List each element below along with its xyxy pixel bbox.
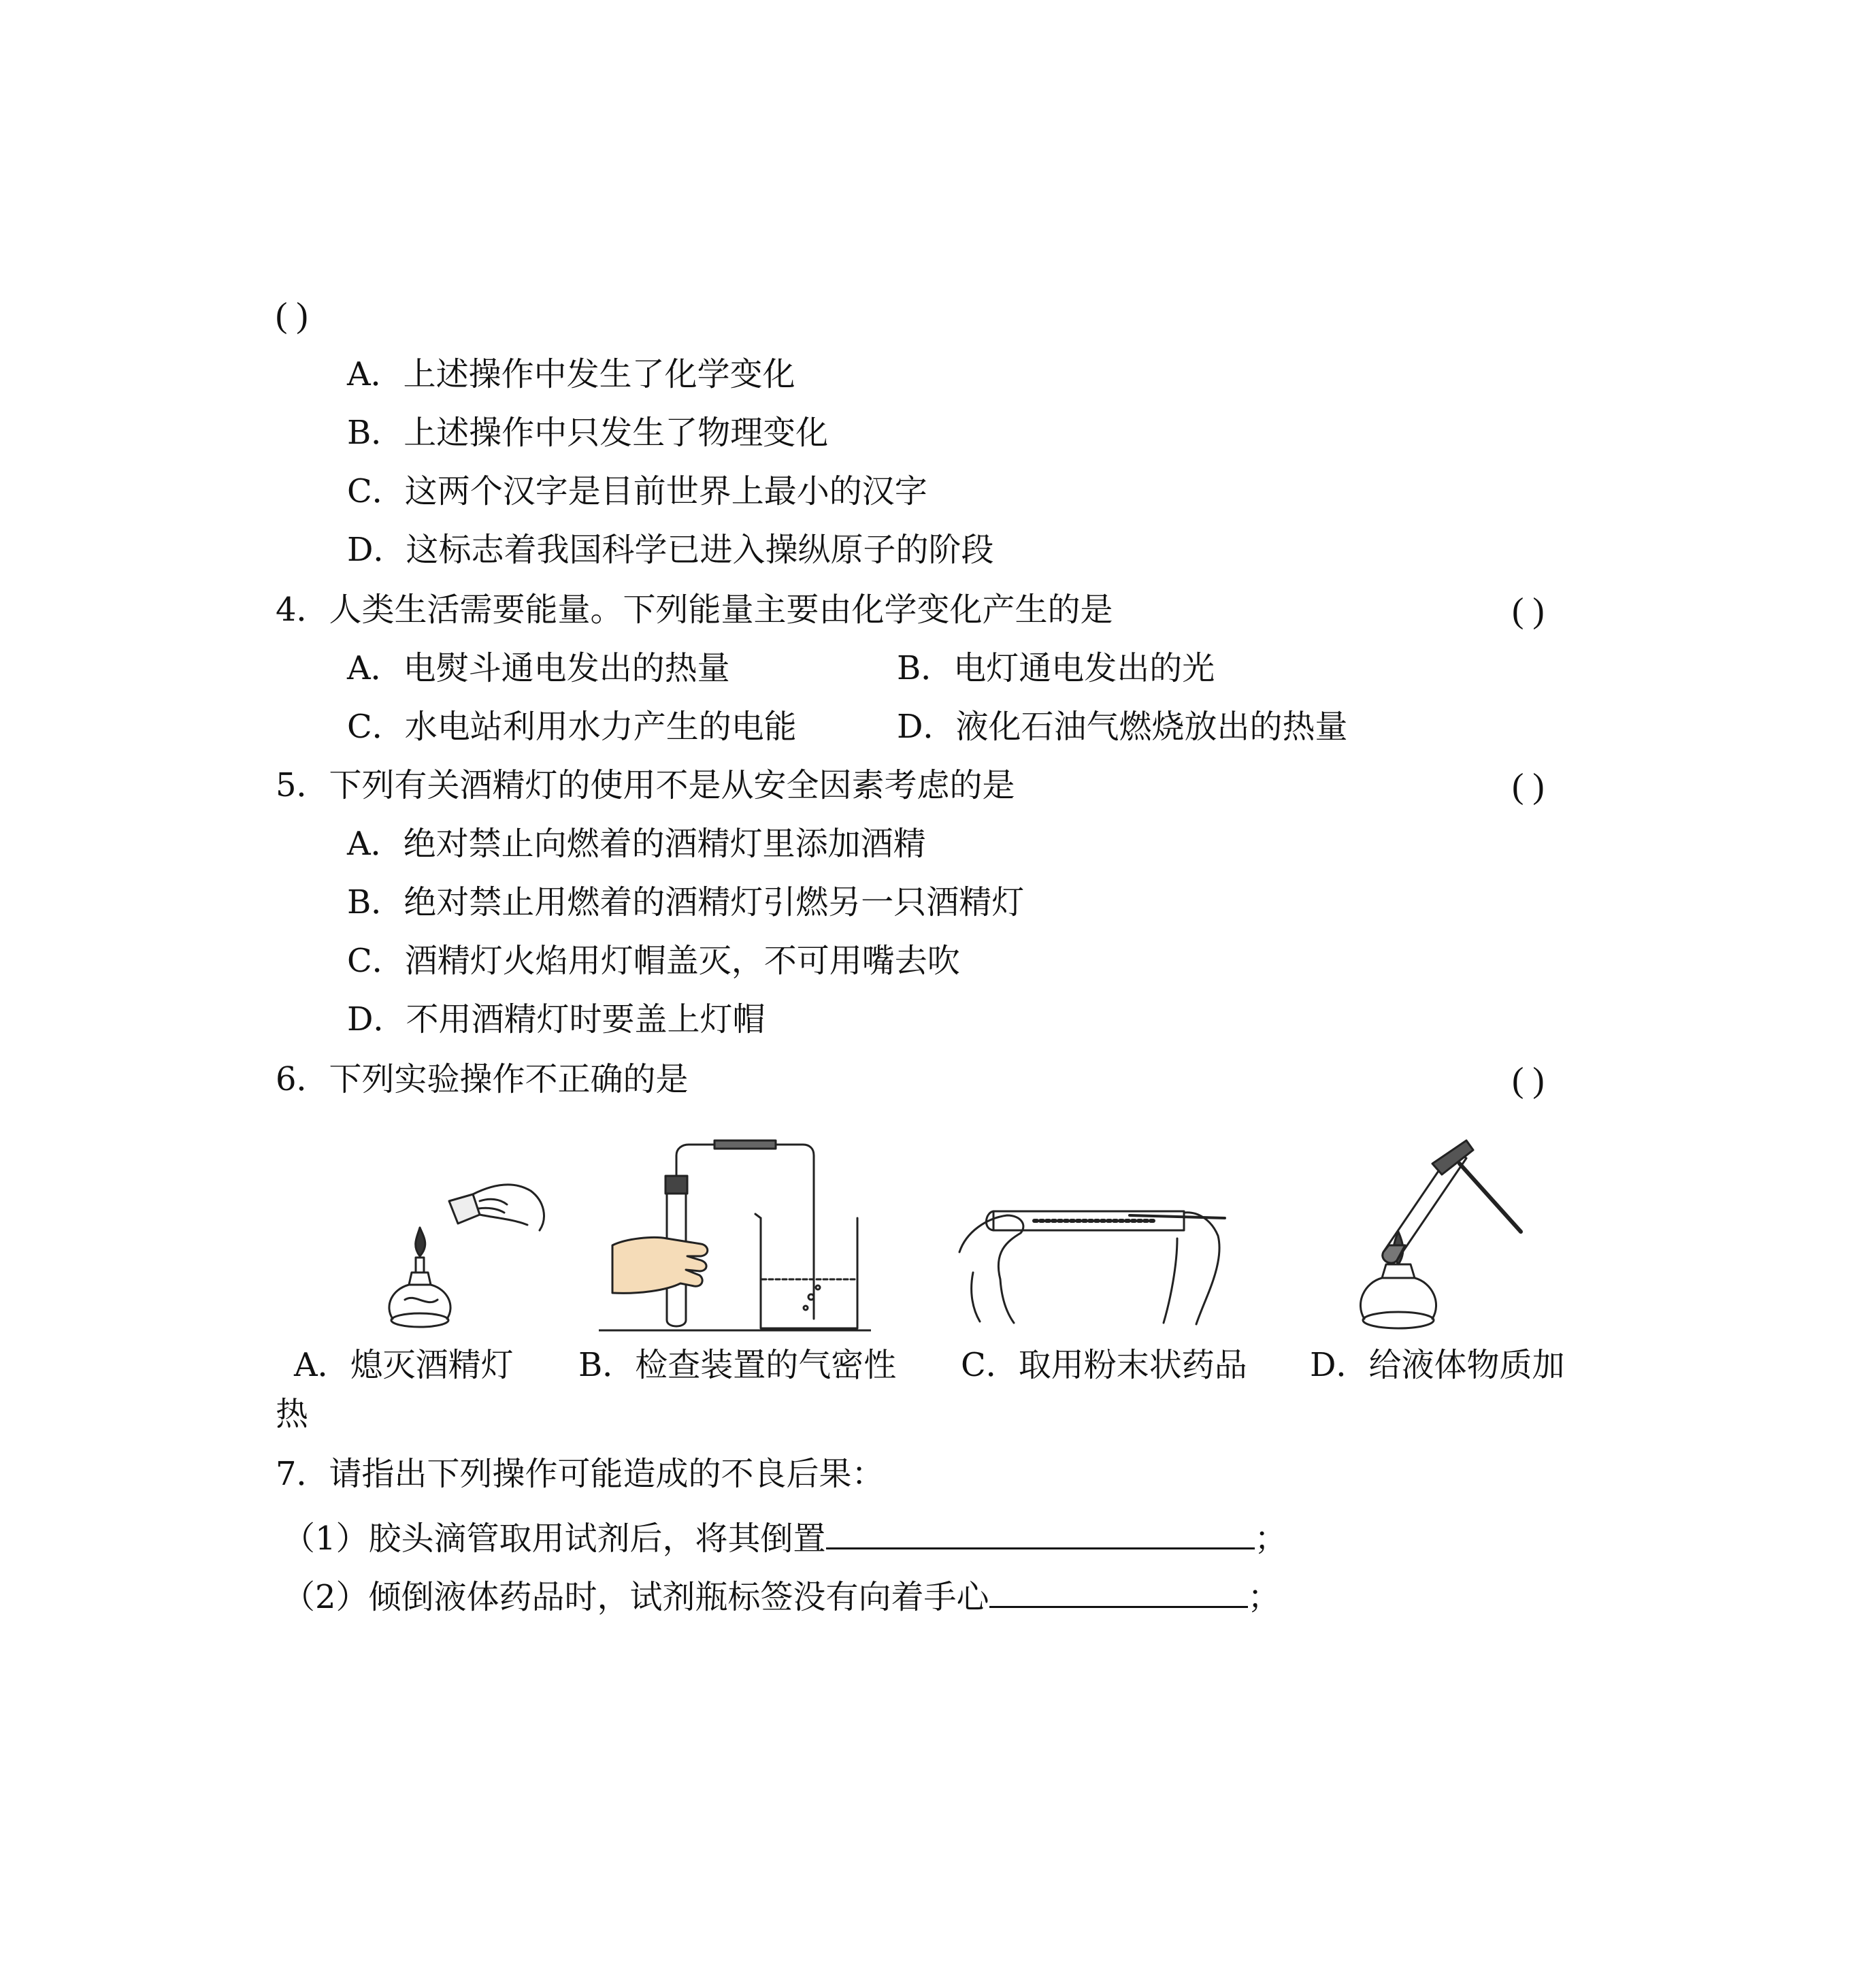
q5-option-c: C．酒精灯火焰用灯帽盖灭，不可用嘴去吹 [347, 942, 960, 980]
figure-d-heat-liquid [1330, 1136, 1534, 1341]
q4-option-c: C．水电站利用水力产生的电能 [347, 708, 797, 746]
q3-option-d: D．这标志着我国科学已进入操纵原子的阶段 [347, 531, 994, 569]
q3-option-c: C．这两个汉字是目前世界上最小的汉字 [347, 472, 927, 510]
q3-answer-paren: ( ) [276, 296, 308, 335]
figure-b-airtightness-check [599, 1136, 871, 1334]
q4-stem: 4．人类生活需要能量。下列能量主要由化学变化产生的是 [276, 591, 1113, 629]
figure-a-extinguish-lamp [378, 1177, 555, 1334]
q7-item-2 [282, 1575, 1281, 1616]
q7-item-2-end: ； [1247, 1578, 1281, 1616]
q7-item-1-text: （1）胶头滴管取用试剂后，将其倒置 [282, 1520, 826, 1558]
q3-option-a: A．上述操作中发生了化学变化 [347, 355, 795, 393]
q7-item-2-answer-blank[interactable] [989, 1575, 1248, 1608]
caption-d-wrap: 热 [276, 1395, 309, 1433]
caption-a: A．熄灭酒精灯 [294, 1346, 514, 1384]
q7-item-2-text: （2）倾倒液体药品时，试剂瓶标签没有向着手心 [282, 1578, 989, 1616]
caption-b: B．检查装置的气密性 [578, 1346, 897, 1384]
q7-item-1-answer-blank[interactable] [826, 1516, 1255, 1549]
q5-option-b: B．绝对禁止用燃着的酒精灯引燃另一只酒精灯 [347, 883, 1025, 921]
q6-answer-paren: ( ) [1512, 1061, 1545, 1100]
q5-option-a: A．绝对禁止向燃着的酒精灯里添加酒精 [347, 825, 926, 863]
q7-item-1 [282, 1516, 1287, 1558]
figure-c-powder-reagent [953, 1170, 1238, 1327]
q5-option-d: D．不用酒精灯时要盖上灯帽 [347, 1000, 766, 1038]
q6-stem: 6．下列实验操作不正确的是 [276, 1060, 689, 1098]
q3-option-b: B．上述操作中只发生了物理变化 [347, 414, 829, 452]
caption-d: D．给液体物质加 [1310, 1346, 1565, 1384]
q4-option-b: B．电灯通电发出的光 [897, 649, 1215, 687]
q4-option-d: D．液化石油气燃烧放出的热量 [897, 708, 1348, 746]
q4-answer-paren: ( ) [1512, 591, 1545, 630]
q5-answer-paren: ( ) [1512, 767, 1545, 806]
q7-item-1-end: ； [1254, 1520, 1287, 1558]
q4-option-a: A．电熨斗通电发出的热量 [347, 649, 730, 687]
q7-stem: 7．请指出下列操作可能造成的不良后果： [276, 1455, 885, 1493]
q5-stem: 5．下列有关酒精灯的使用不是从安全因素考虑的是 [276, 766, 1015, 804]
caption-c: C．取用粉末状药品 [961, 1346, 1247, 1384]
